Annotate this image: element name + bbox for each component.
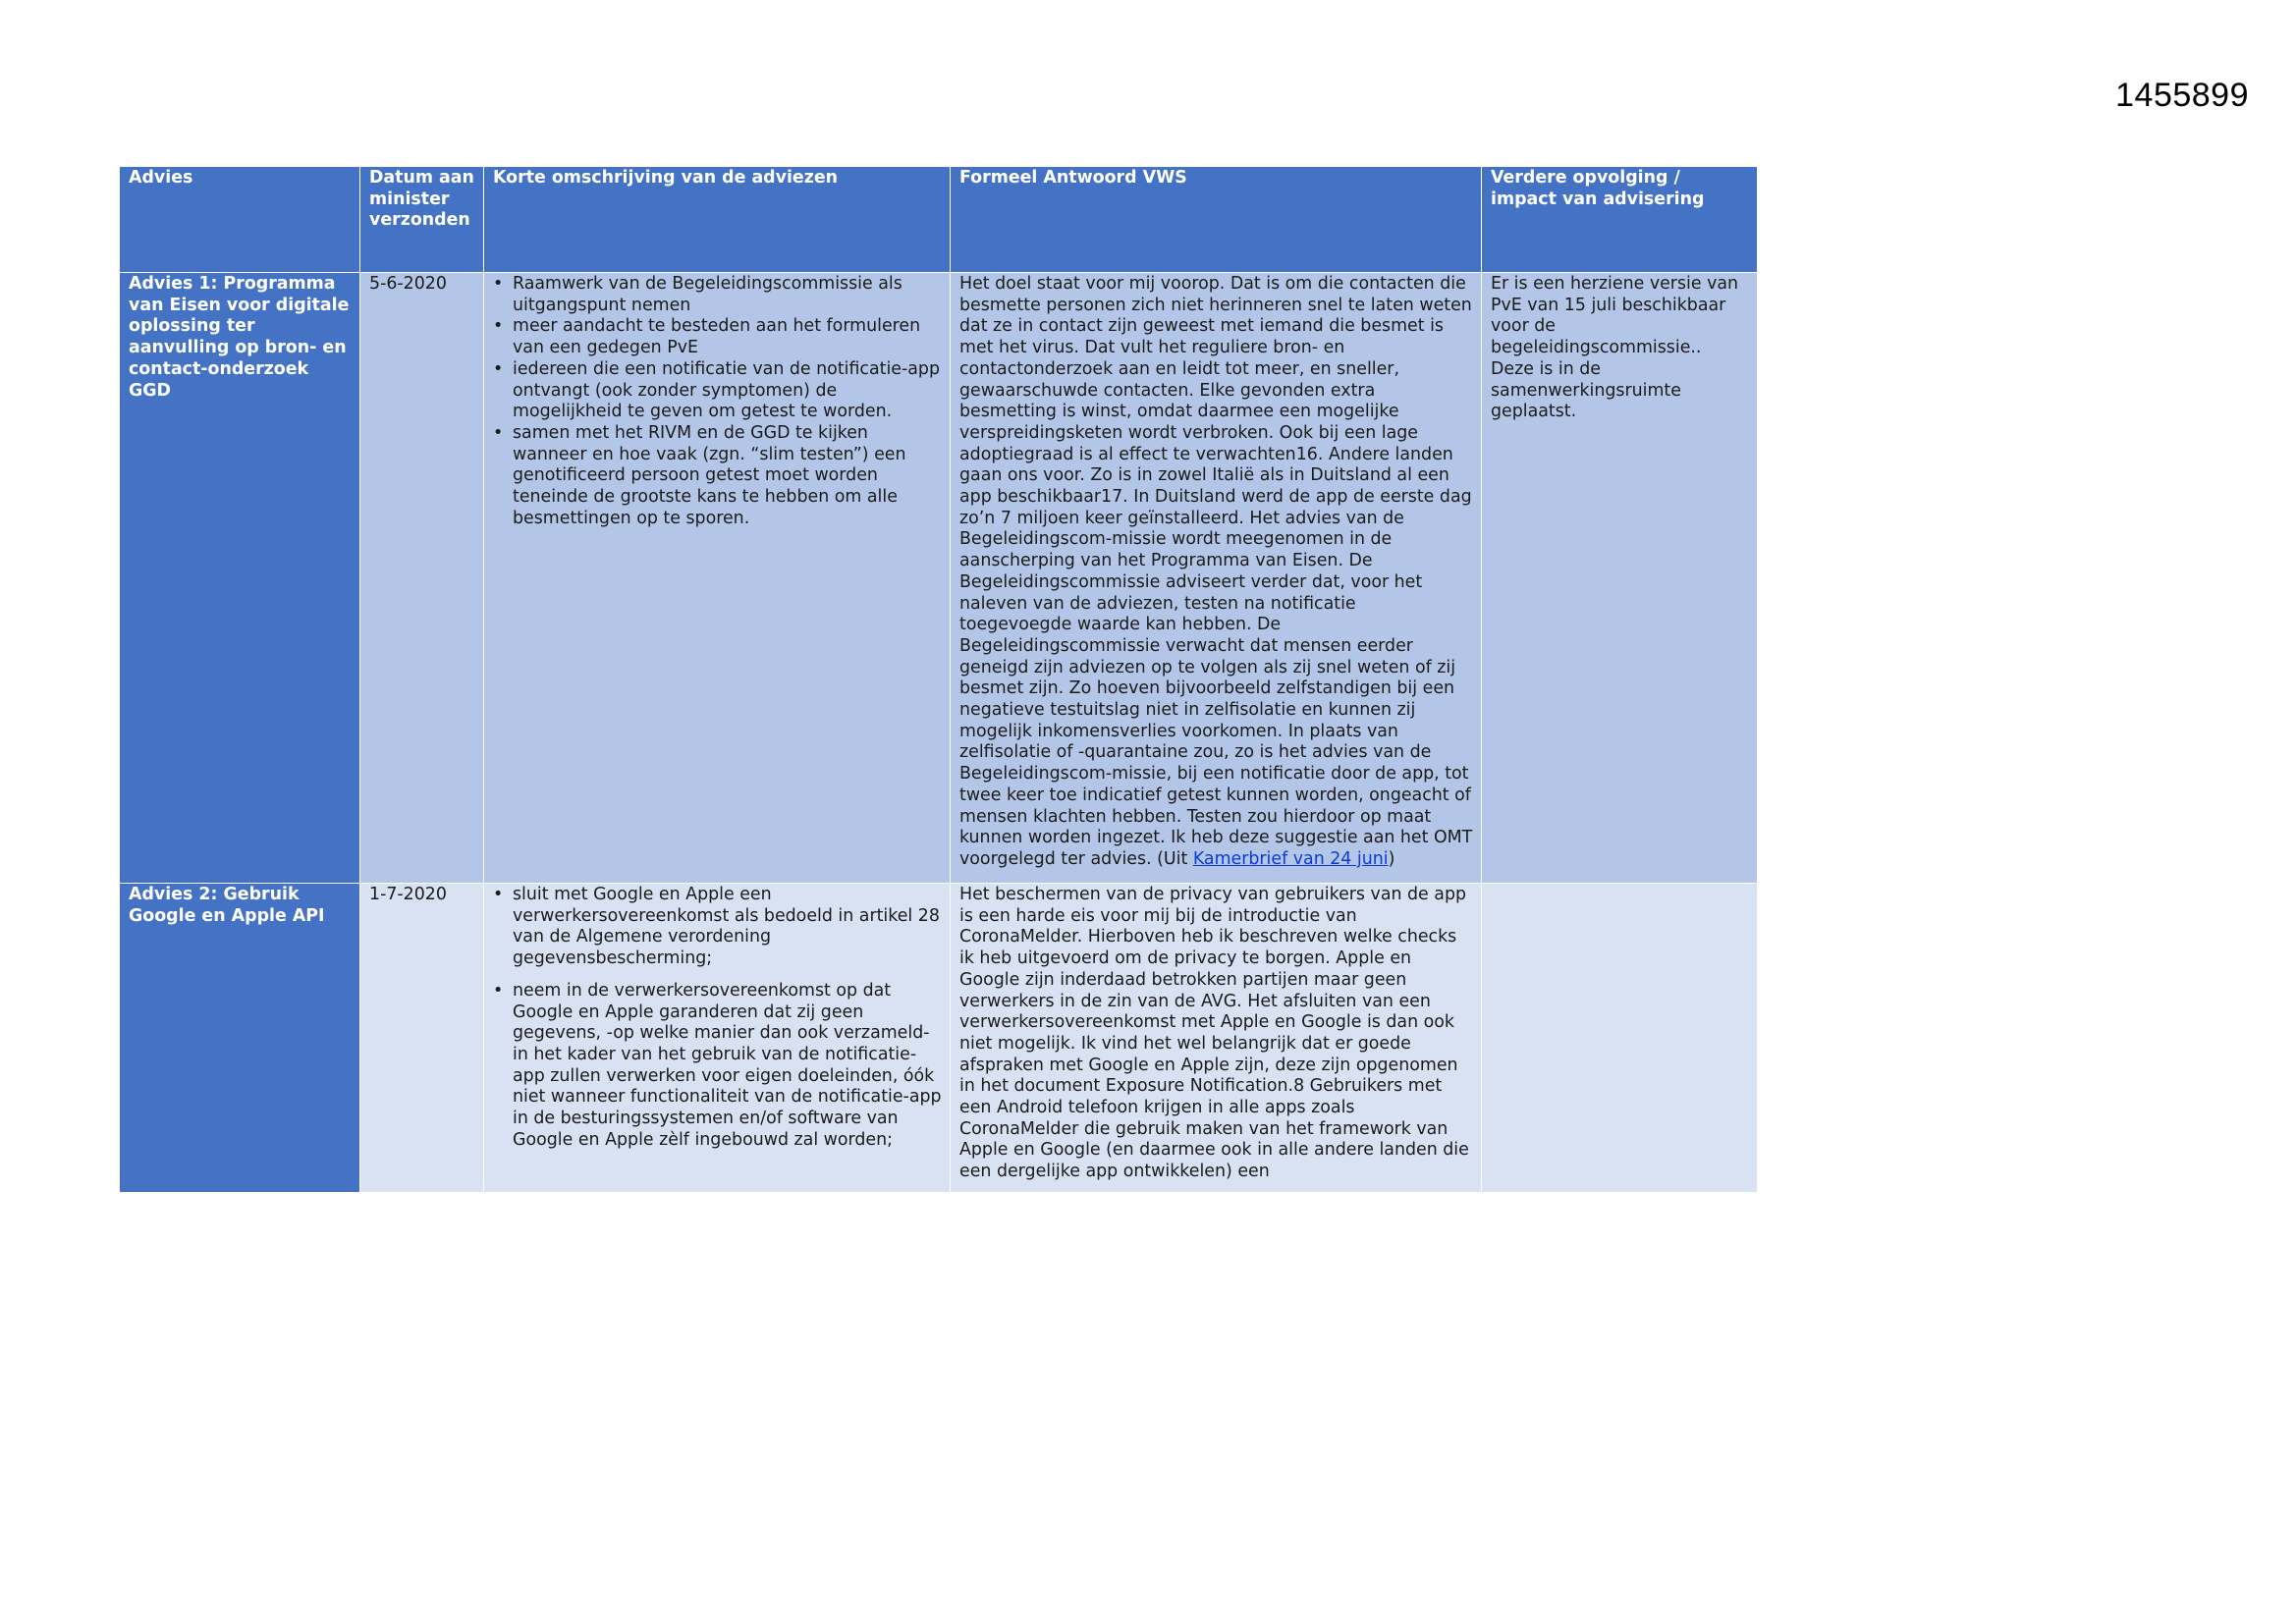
bullet-item: • meer aandacht te besteden aan het formuleren van een gedegen PvE bbox=[513, 316, 942, 358]
header-omschrijving: Korte omschrijving van de adviezen bbox=[484, 167, 951, 273]
opvolging-cell bbox=[1482, 884, 1758, 1193]
datum-cell: 5-6-2020 bbox=[360, 273, 484, 884]
antwoord-cell bbox=[951, 273, 1482, 884]
advies-cell: Advies 1: Programma van Eisen voor digitale oplossing ter aanvulling op bron- en contact-onderzoek GGD bbox=[120, 273, 360, 884]
bullet-item: • Raamwerk van de Begeleidingscommissie als uitgangspunt nemen bbox=[513, 274, 942, 316]
table-row bbox=[120, 273, 1758, 884]
bullet-item: • sluit met Google en Apple een verwerkersovereenkomst als bedoeld in artikel 28 van de Algemene verordening gegevensbescherming; bbox=[513, 885, 942, 970]
omschrijving-cell bbox=[484, 884, 951, 1193]
advies-cell: Advies 2: Gebruik Google en Apple API bbox=[120, 884, 360, 1193]
header-datum: Datum aan minister verzonden bbox=[360, 167, 484, 273]
omschrijving-cell bbox=[484, 273, 951, 884]
bullet-item: • neem in de verwerkersovereenkomst op dat Google en Apple garanderen dat zij geen gegevens, -op welke manier dan ook verzameld- in het kader van het gebruik van de notificatie-app zullen verwerken voor eigen doeleinden, óók niet wanneer functionaliteit van de notificatie-app in de besturingssystemen en/of software van Google en Apple zèlf ingebouwd zal worden; bbox=[513, 981, 942, 1152]
table-row bbox=[120, 884, 1758, 1193]
bullet-item: • samen met het RIVM en de GGD te kijken wanneer en hoe vaak (zgn. “slim testen”) een genotificeerd persoon getest moet worden teneinde de grootste kans te hebben om alle besmettingen op te sporen. bbox=[513, 423, 942, 530]
advice-bullet-list bbox=[493, 274, 942, 529]
table-header-row bbox=[120, 167, 1758, 273]
document-number: 1455899 bbox=[2115, 77, 2249, 114]
antwoord-text-end: ) bbox=[1388, 848, 1395, 869]
advice-bullet-list bbox=[493, 885, 942, 1151]
header-opvolging: Verdere opvolging / impact van advisering bbox=[1482, 167, 1758, 273]
header-antwoord: Formeel Antwoord VWS bbox=[951, 167, 1482, 273]
antwoord-text: Het doel staat voor mij voorop. Dat is om die contacten die besmette personen zich niet herinneren snel te laten weten dat ze in contact zijn geweest met iemand die besmet is met het virus. Dat vult het reguliere bron- en contactonderzoek aan en leidt tot meer, en sneller, gewaarschuwde contacten. Elke gevonden extra besmetting is winst, omdat daarmee een mogelijke verspreidingsketen wordt verbroken. Ook bij een lage adoptiegraad is al effect te verwachten16. Andere landen gaan ons voor. Zo is in zowel Italië als in Duitsland al een app beschikbaar17. In Duitsland werd de app de eerste dag zo’n 7 miljoen keer geïnstalleerd. Het advies van de Begeleidingscom-missie wordt meegenomen in de aanscherping van het Programma van Eisen. De Begeleidingscommissie adviseert verder dat, voor het naleven van de adviezen, testen na notificatie toegevoegde waarde kan hebben. De Begeleidingscommissie verwacht dat mensen eerder geneigd zijn adviezen op te volgen als zij snel weten of zij besmet zijn. Zo hoeven bijvoorbeeld zelfstandigen bij een negatieve testuitslag niet in zelfisolatie en kunnen zij mogelijk inkomensverlies voorkomen. In plaats van zelfisolatie of -quarantaine zou, zo is het advies van de Begeleidingscom-missie, bij een notificatie door de app, tot twee keer toe indicatief getest kunnen worden, ongeacht of mensen klachten hebben. Testen zou hierdoor op maat kunnen worden ingezet. Ik heb deze suggestie aan het OMT voorgelegd ter advies. (Uit bbox=[959, 274, 1473, 869]
header-advies: Advies bbox=[120, 167, 360, 273]
opvolging-cell: Er is een herziene versie van PvE van 15 juli beschikbaar voor de begeleidingscommissie.. Deze is in de samenwerkingsruimte geplaatst. bbox=[1482, 273, 1758, 884]
bullet-item: • iedereen die een notificatie van de notificatie-app ontvangt (ook zonder symptomen) de mogelijkheid te geven om getest te worden. bbox=[513, 359, 942, 423]
advice-table bbox=[119, 166, 1758, 1193]
datum-cell: 1-7-2020 bbox=[360, 884, 484, 1193]
antwoord-cell: Het beschermen van de privacy van gebruikers van de app is een harde eis voor mij bij de introductie van CoronaMelder. Hierboven heb ik beschreven welke checks ik heb uitgevoerd om de privacy te borgen. Apple en Google zijn inderdaad betrokken partijen maar geen verwerkers in de zin van de AVG. Het afsluiten van een verwerkersovereenkomst met Apple en Google is dan ook niet mogelijk. Ik vind het wel belangrijk dat er goede afspraken met Google en Apple zijn, deze zijn opgenomen in het document Exposure Notification.8 Gebruikers met een Android telefoon krijgen in alle apps zoals CoronaMelder die gebruik maken van het framework van Apple en Google (en daarmee ook in alle andere landen die een dergelijke app ontwikkelen) een bbox=[951, 884, 1482, 1193]
kamerbrief-link[interactable]: Kamerbrief van 24 juni bbox=[1192, 848, 1389, 869]
